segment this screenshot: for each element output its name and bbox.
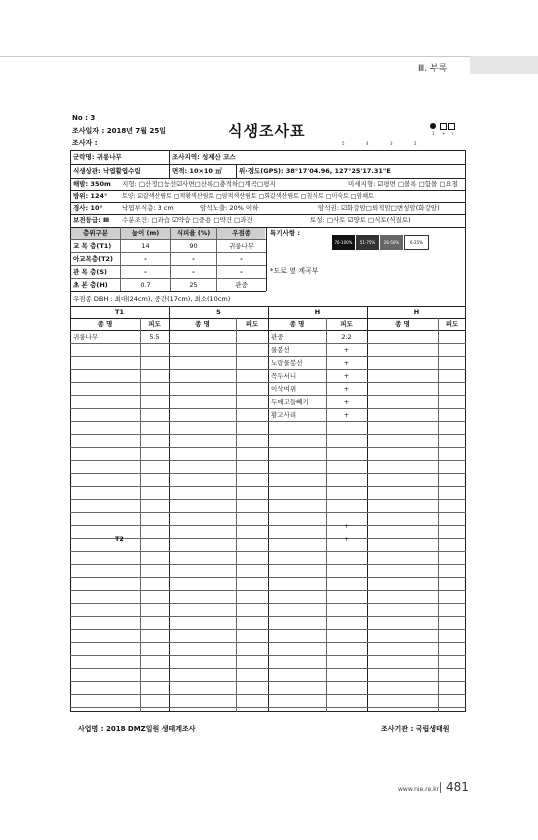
grid-row-line: [70, 499, 466, 500]
h-species-cover: +: [343, 398, 350, 406]
layer-height: 14: [141, 242, 150, 250]
grid-row-line: [70, 707, 466, 708]
grid-row-line: [70, 434, 466, 435]
survey-region: 조사지역: 성제산 코스: [172, 153, 236, 161]
grid-row-line: [70, 603, 466, 604]
gps-coordinates: 위·경도(GPS): 38°17'04.96, 127°25'17.31"E: [239, 167, 391, 175]
legend-swatch-5: 76-100%: [332, 235, 355, 250]
grid-row-line: [70, 681, 466, 682]
page-number: 481: [446, 780, 469, 794]
section-tab: [470, 56, 538, 74]
grid-row-line: [70, 369, 466, 370]
layer-header: 층위구분: [82, 229, 109, 237]
grid-row-line: [70, 512, 466, 513]
grid-row-line: [70, 421, 466, 422]
water-condition: 수분조건: □과습 ☑약습 □중용 □약건 □과건: [122, 216, 253, 224]
layer-cover: 90: [189, 242, 198, 250]
litter-depth: 낙엽부식층: 3 cm: [122, 204, 174, 212]
grid-row-line: [70, 408, 466, 409]
grid-row-line: [70, 486, 466, 487]
layer-cover: -: [192, 268, 195, 276]
page-url: www.nie.re.kr: [398, 786, 440, 793]
plot-area: 면적: 10×10 ㎡: [172, 167, 222, 175]
grid-row-line: [70, 564, 466, 565]
page-title: 식생조사표: [228, 122, 306, 140]
h-species-cover: +: [343, 372, 350, 380]
h-species-cover: +: [343, 522, 350, 530]
h-species-cover: +: [343, 411, 350, 419]
h-species-name: 노랑물봉선: [271, 359, 303, 367]
layer-cover: -: [192, 255, 195, 263]
notes-label: 특기사항 :: [270, 229, 300, 237]
community-name: 군락명: 귀룽나무: [73, 153, 122, 161]
layer-row: 초 본 층(H): [73, 281, 108, 289]
height-header: 높이 (m): [131, 229, 160, 237]
legend-num: 3: [390, 141, 393, 146]
grid-row-line: [70, 590, 466, 591]
h-species-cover: +: [343, 535, 350, 543]
grid-row-line: [70, 538, 466, 539]
grid-row-line: [70, 382, 466, 383]
col-cover: 피도: [445, 320, 459, 328]
layer-height: -: [144, 268, 147, 276]
grid-row-line: [70, 525, 466, 526]
legend-swatch-4: 51-75%: [356, 235, 379, 250]
legend-num: 4: [366, 141, 369, 146]
h-species-cover: +: [343, 359, 350, 367]
col-cover: 피도: [148, 320, 161, 328]
grid-row-line: [70, 577, 466, 578]
layer-dominant: -: [240, 255, 243, 263]
col-species: 종 명: [395, 320, 410, 328]
project-name: 사업명 : 2018 DMZ일원 생태계조사: [78, 725, 196, 733]
layer-cover: 25: [189, 281, 198, 289]
col-cover: 피도: [340, 320, 353, 328]
aspect: 방위: 124°: [73, 192, 108, 200]
legend-num: 1: [432, 131, 435, 136]
legend-num: 2: [414, 141, 417, 146]
t1-species-name: 귀룽나무: [73, 333, 99, 341]
grid-row-line: [70, 395, 466, 396]
parent-rock: 암석권: ☑화강암□퇴적암□변성암(화강암): [318, 204, 440, 212]
t2-label: T2: [115, 535, 124, 543]
dominant-header: 우점종: [232, 229, 251, 237]
legend-num: 5: [342, 141, 345, 146]
grid-row-line: [70, 655, 466, 656]
h-species-name: 관중: [271, 333, 284, 341]
col-species: 종 명: [289, 320, 305, 328]
legend-dot-icon: [430, 123, 436, 129]
section-label: Ⅲ. 부록: [418, 64, 448, 74]
notes-text: *도로 옆 계곡부: [270, 267, 319, 275]
cover-header: 식피율 (%): [176, 229, 211, 237]
rock-exposure: 암석노출: 20% 이하: [200, 204, 259, 212]
conservation-grade: 보전등급: Ⅲ: [73, 216, 110, 224]
h-species-cover: +: [343, 385, 350, 393]
layer-dominant: -: [240, 268, 243, 276]
survey-date: 조사일자 : 2018년 7월 25일: [72, 127, 166, 135]
h-species-cover: 2.2: [341, 333, 352, 341]
col-species: 종 명: [195, 320, 210, 328]
terrain: 지형: □산정□능선☑사면□산록□충적하□계곡□평지: [122, 180, 276, 188]
slope: 경사: 10°: [73, 204, 103, 212]
survey-number: No : 3: [72, 114, 96, 122]
col-species: 종 명: [97, 320, 113, 328]
h-species-name: 이삭여뀌: [271, 385, 297, 393]
top-rule: [0, 56, 470, 57]
legend-num: r: [452, 131, 454, 136]
group-header-t1: T1: [115, 308, 124, 316]
h-species-name: 두메고들빼기: [271, 398, 309, 406]
altitude: 해발: 350m: [73, 180, 111, 188]
legend-square-icon: [440, 123, 447, 130]
microterrain: 미세지형: ☑평면 □볼록 □함몰 □요철: [348, 180, 459, 188]
group-header-s: S: [216, 308, 221, 316]
grid-row-line: [70, 616, 466, 617]
grid-row-line: [70, 356, 466, 357]
legend-swatch-2: 6-25%: [404, 235, 429, 250]
grid-row-line: [70, 668, 466, 669]
soil-texture: 토성: □사토 ☑양토 □식토(식질토): [310, 216, 411, 224]
grid-row-line: [70, 343, 466, 344]
layer-height: -: [144, 255, 147, 263]
surveyor: 조사자 :: [72, 139, 98, 147]
vegetation-type: 식생상관: 낙엽활엽수림: [73, 167, 141, 175]
grid-row-line: [70, 629, 466, 630]
layer-dominant: 관중: [235, 281, 248, 289]
layer-row: 교 목 층(T1): [73, 242, 112, 250]
legend-swatch-3: 26-50%: [380, 235, 403, 250]
grid-row-line: [70, 694, 466, 695]
h-species-cover: +: [343, 346, 350, 354]
group-header-h: H: [314, 308, 321, 316]
layer-height: 0.7: [140, 281, 151, 289]
h-species-name: 황고사리: [271, 411, 297, 419]
legend-square-icon: [448, 123, 455, 130]
col-cover: 피도: [245, 320, 259, 328]
grid-row-line: [70, 460, 466, 461]
t1-species-cover: 5.5: [149, 333, 160, 341]
layer-row: 관 목 층(S): [73, 268, 107, 276]
group-header-h2: H: [413, 308, 420, 316]
page-separator: [440, 782, 441, 793]
h-species-name: 꼭두서니: [271, 372, 297, 380]
soil-type: 토양: ☑갈색산림토 □적황색산림토 □암적색산림토 □회갈색산림토 □침식토 □미숙토 □암쇄토: [122, 193, 374, 200]
grid-row-line: [70, 642, 466, 643]
legend-num: +: [442, 131, 446, 136]
dominant-dbh: 우점종 DBH : 최대(24cm), 중간(17cm), 최소(10cm): [73, 295, 231, 303]
h-species-name: 물봉선: [271, 346, 290, 354]
survey-institution: 조사기관 : 국립생태원: [381, 725, 450, 733]
layer-row: 아교목층(T2): [73, 255, 114, 263]
grid-row-line: [70, 473, 466, 474]
grid-row-line: [70, 551, 466, 552]
layer-dominant: 귀룽나무: [228, 242, 255, 250]
grid-row-line: [70, 447, 466, 448]
